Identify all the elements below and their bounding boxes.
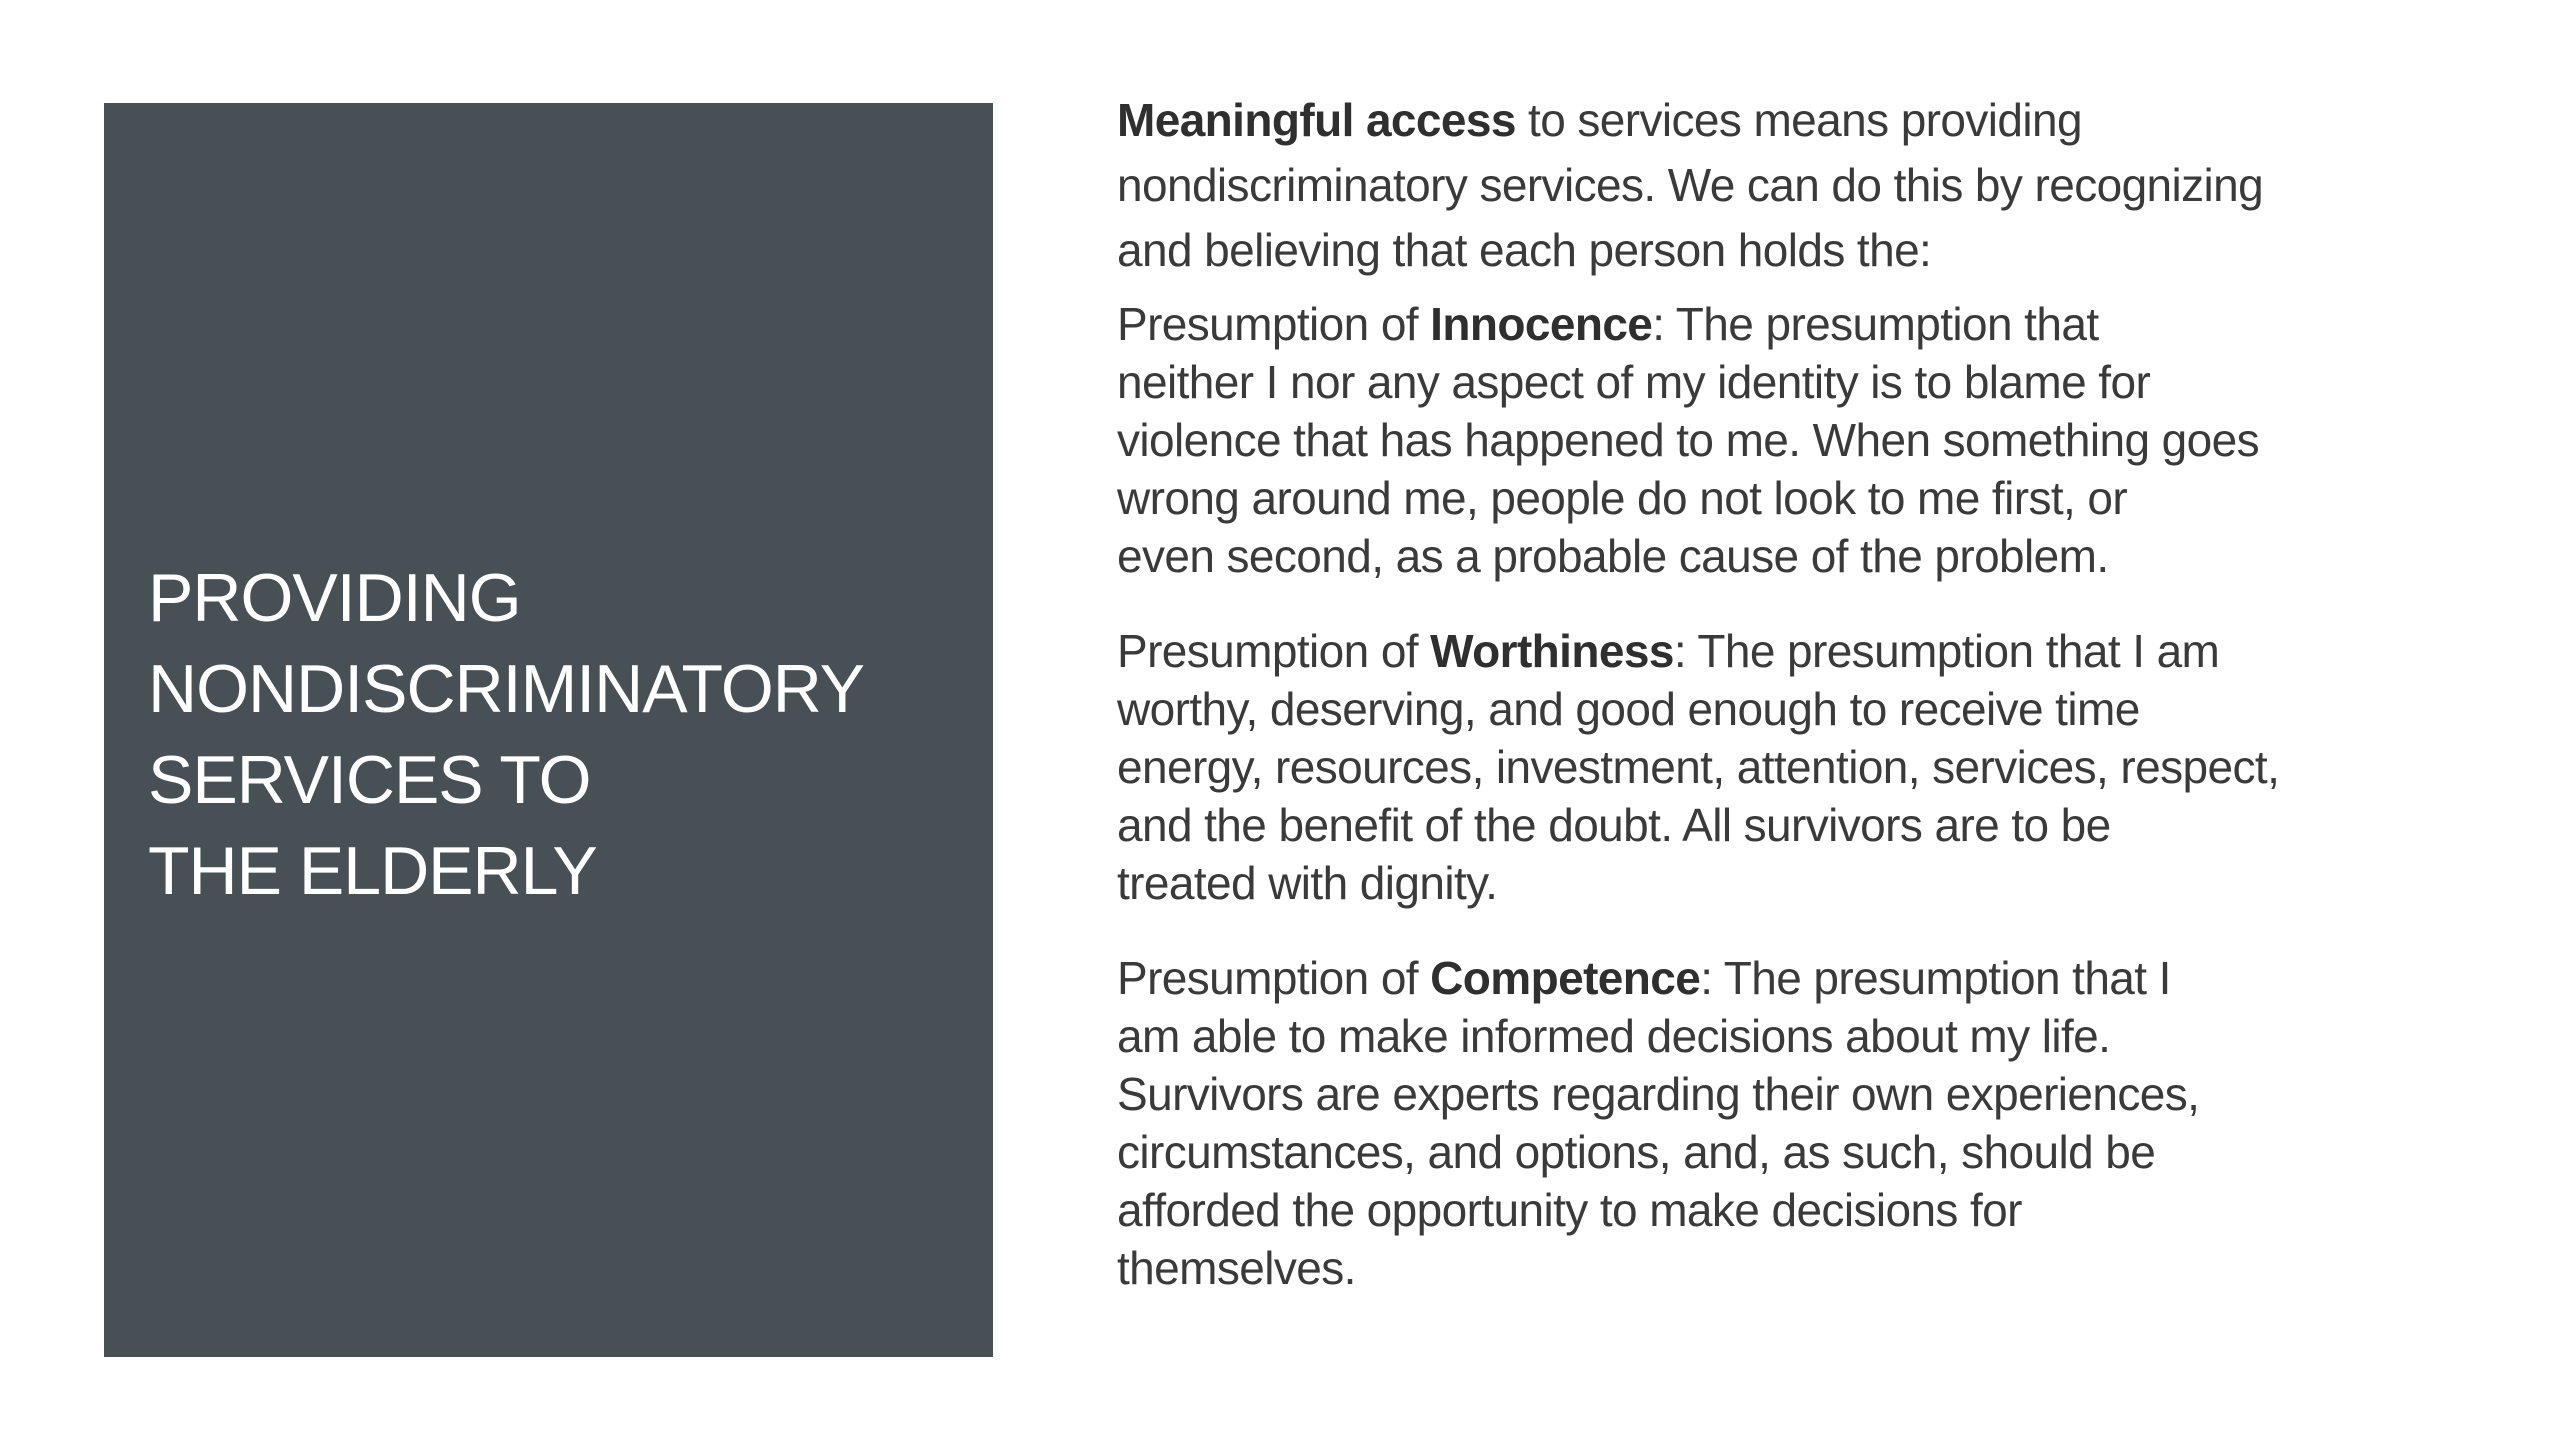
text-line: neither I nor any aspect of my identity is to blame for [1117,356,2151,408]
intro-text: to services means providing [1515,94,2082,146]
text-line: energy, resources, investment, attention, services, respect, [1117,741,2280,793]
presumption-text: : The presumption that I am [1673,625,2220,677]
text-line: Survivors are experts regarding their own experiences, [1117,1068,2200,1120]
slide-title-line: THE ELDERLY [148,833,597,909]
text-line: worthy, deserving, and good enough to receive time [1117,683,2140,735]
text-line: and believing that each person holds the: [1117,224,1932,276]
slide-title-line: NONDISCRIMINATORY [148,651,864,727]
text-line [1117,949,2437,1007]
text-line: wrong around me, people do not look to me first, or [1117,472,2128,524]
slide-title-line: PROVIDING [148,560,521,636]
presumption-term: Competence [1430,952,1701,1004]
presumption-term: Worthiness [1430,625,1674,677]
presumption-prefix: Presumption of [1117,625,1431,677]
slide-title-line: SERVICES TO [148,742,591,818]
text-line [1117,622,2437,680]
title-panel [104,103,993,1357]
text-line: am able to make informed decisions about my life. [1117,1010,2111,1062]
presumption-prefix: Presumption of [1117,298,1431,350]
text-line: nondiscriminatory services. We can do this by recognizing [1117,159,2264,211]
presumption-prefix: Presumption of [1117,952,1431,1004]
presumption-worthiness [1117,622,2437,912]
slide-title [148,553,978,917]
text-line: circumstances, and options, and, as such, should be [1117,1126,2156,1178]
presumption-innocence [1117,295,2437,585]
text-line: violence that has happened to me. When something goes [1117,414,2259,466]
text-line: treated with dignity. [1117,857,1498,909]
text-line [1117,88,2437,153]
text-line [1117,295,2437,353]
presumption-term: Innocence [1430,298,1653,350]
intro-paragraph [1117,88,2437,283]
presumption-text: : The presumption that [1652,298,2099,350]
presumption-text: : The presumption that I [1700,952,2171,1004]
text-line: themselves. [1117,1242,1356,1294]
text-line: and the benefit of the doubt. All survivors are to be [1117,799,2111,851]
body-content [1117,88,2437,1334]
text-line: even second, as a probable cause of the problem. [1117,530,2109,582]
presumption-competence [1117,949,2437,1297]
text-line: afforded the opportunity to make decisions for [1117,1184,2022,1236]
meaningful-access-term: Meaningful access [1117,94,1516,146]
